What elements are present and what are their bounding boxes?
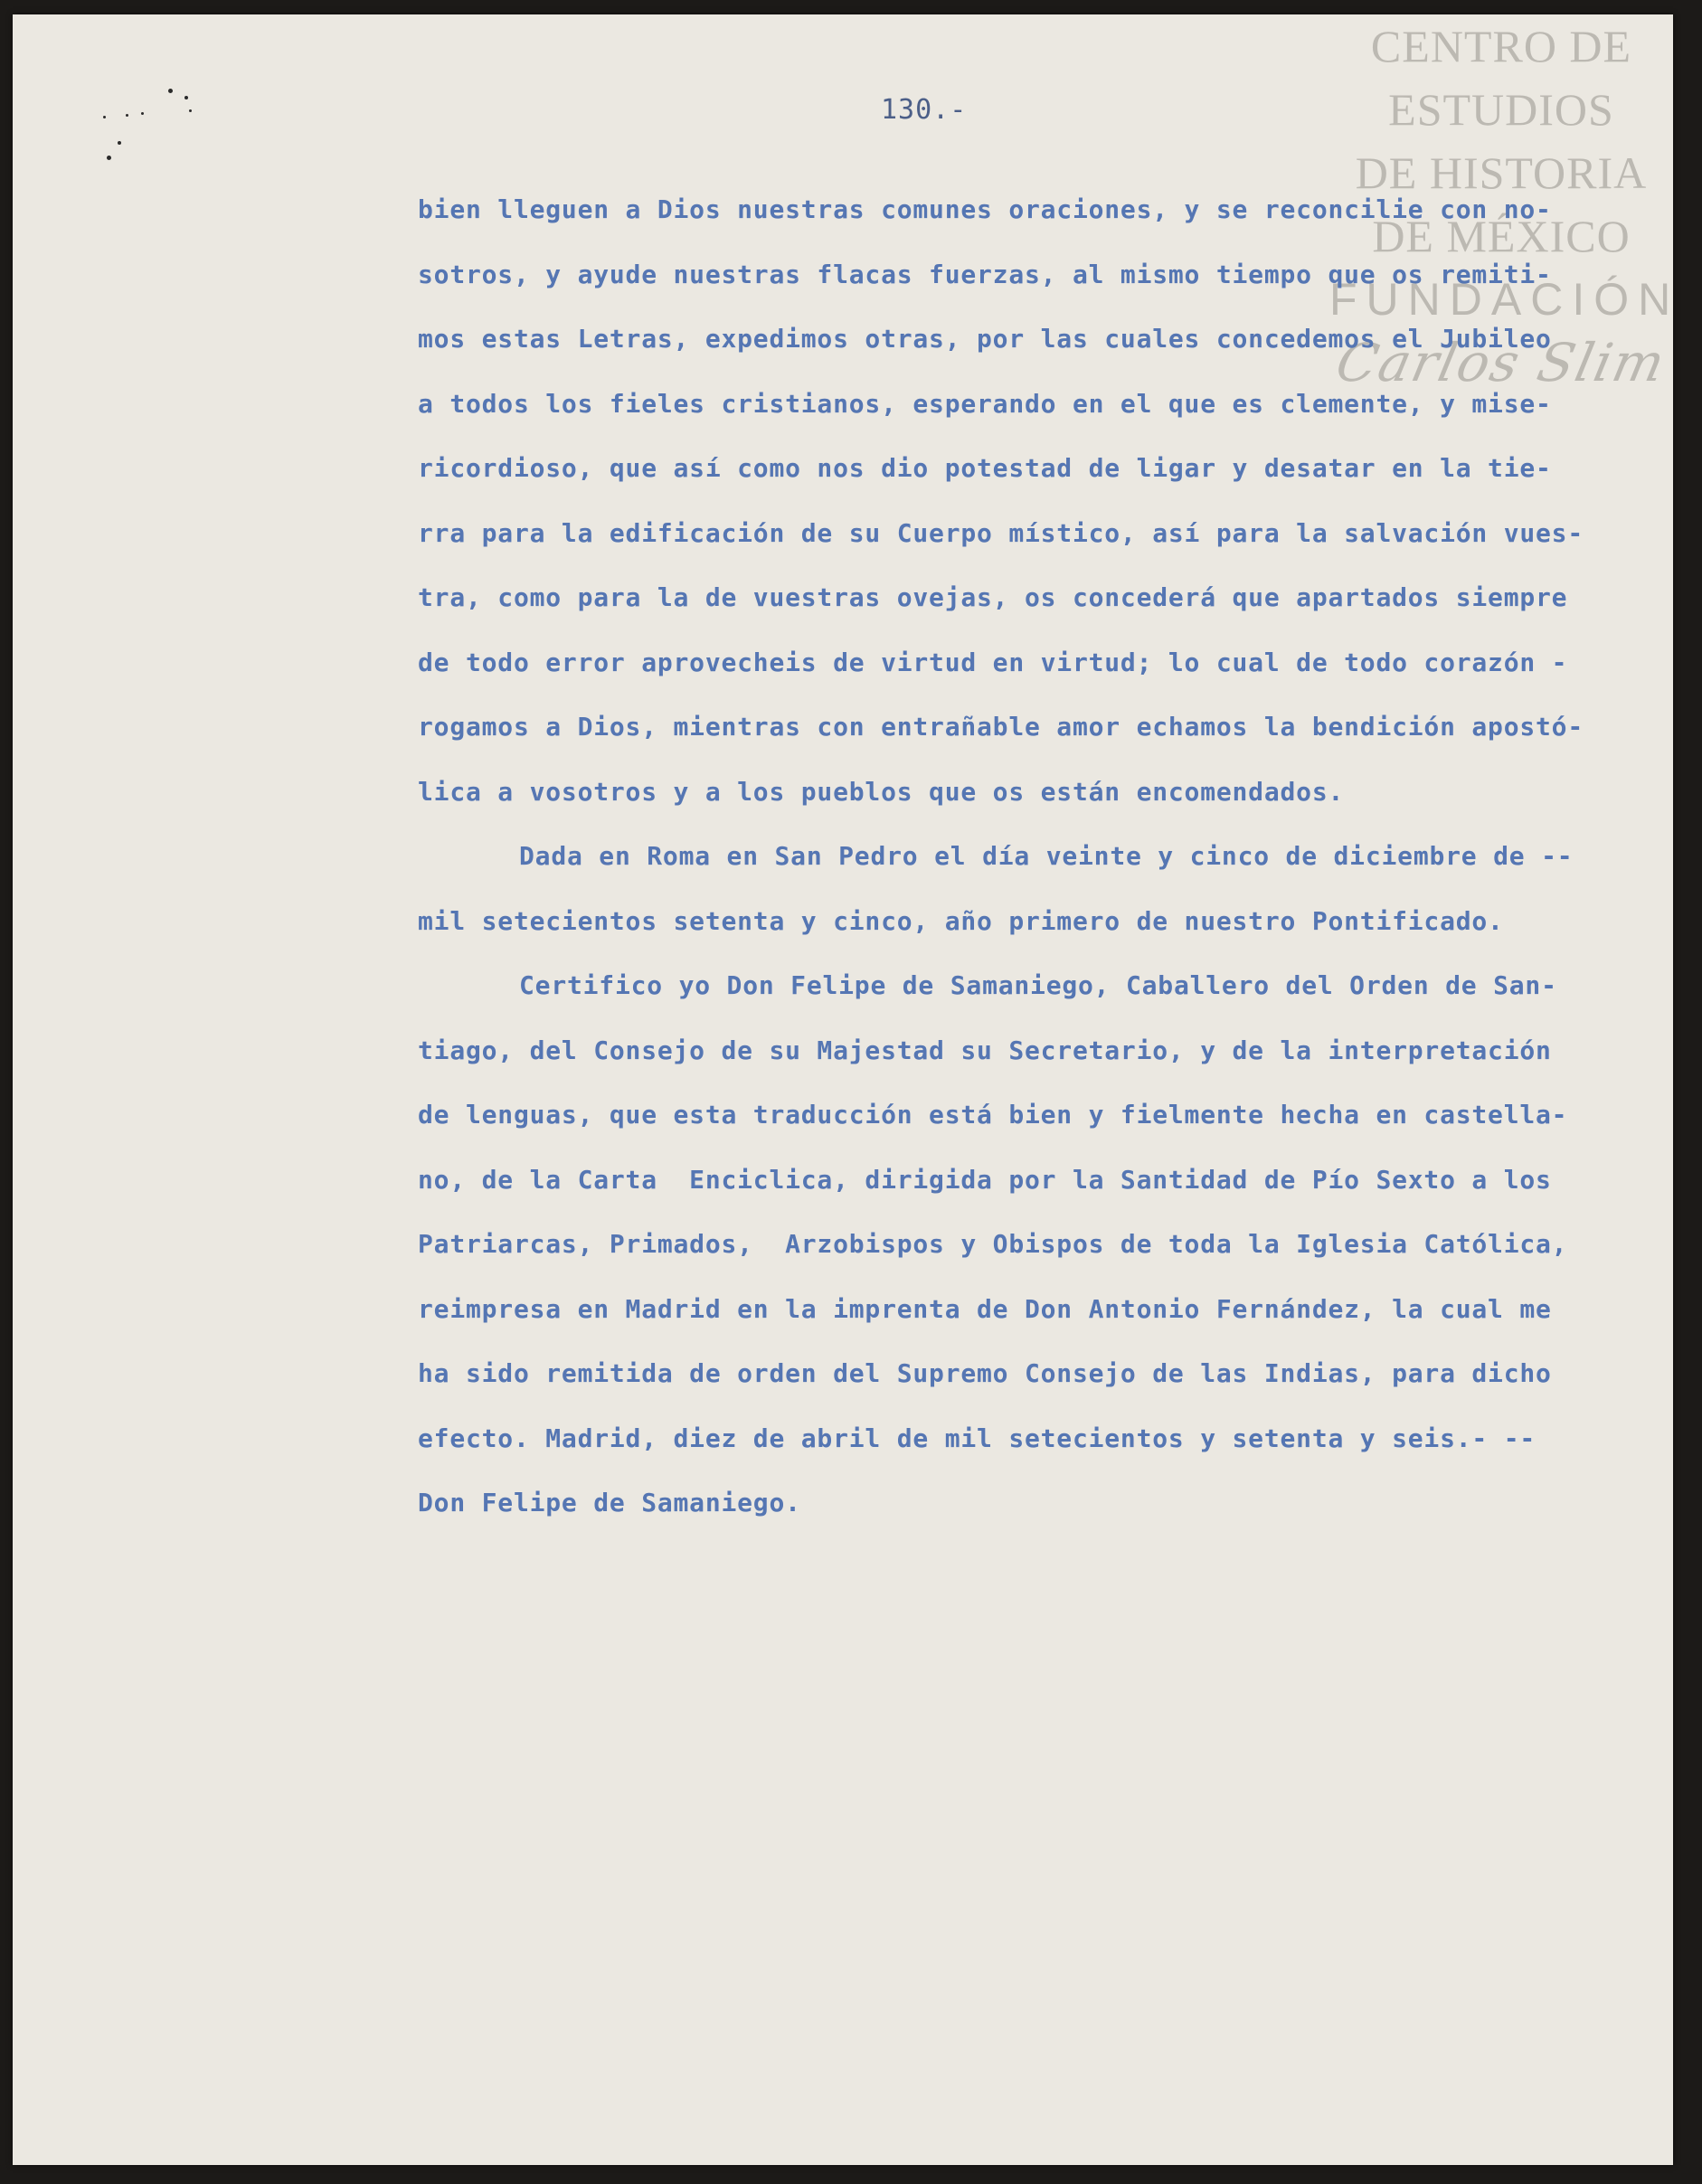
text-line: bien lleguen a Dios nuestras comunes oraciones, y se reconcilie con no- <box>418 194 1552 224</box>
text-line: rra para la edificación de su Cuerpo místico, así para la salvación vues- <box>418 517 1584 548</box>
ink-speck <box>168 89 173 93</box>
ink-speck <box>103 116 106 118</box>
ink-specks <box>85 78 212 168</box>
text-line: tra, como para la de vuestras ovejas, os concederá que apartados siempre <box>418 582 1568 612</box>
text-line: Dada en Roma en San Pedro el día veinte y cinco de diciembre de -- <box>519 841 1574 871</box>
watermark-signature: Carlos Slim <box>1330 332 1672 393</box>
text-line: Don Felipe de Samaniego. <box>418 1488 801 1517</box>
text-line: Certifico yo Don Felipe de Samaniego, Caballero del Orden de San- <box>519 970 1557 1000</box>
text-line: no, de la Carta Enciclica, dirigida por la Santidad de Pío Sexto a los <box>418 1164 1552 1195</box>
watermark-line: ESTUDIOS <box>1388 84 1614 135</box>
typed-text-body <box>418 192 1684 1550</box>
text-line: mos estas Letras, expedimos otras, por las cuales concedemos el Jubileo <box>418 324 1552 354</box>
watermark-line: FUNDACIÓN <box>1329 274 1680 325</box>
watermark-line: CENTRO DE <box>1370 21 1632 71</box>
text-line: de todo error aprovecheis de virtud en virtud; lo cual de todo corazón - <box>418 647 1568 677</box>
text-line: tiago, del Consejo de su Majestad su Secretario, y de la interpretación <box>418 1035 1552 1065</box>
text-line: efecto. Madrid, diez de abril de mil setecientos y setenta y seis.- -- <box>418 1423 1537 1453</box>
text-line: de lenguas, que esta traducción está bien y fielmente hecha en castella- <box>418 1100 1568 1130</box>
page-number: 130.- <box>881 94 968 126</box>
text-line: lica a vosotros y a los pueblos que os están encomendados. <box>418 776 1345 807</box>
ink-speck <box>189 109 192 112</box>
watermark-line: DE HISTORIA <box>1355 147 1648 198</box>
text-line: reimpresa en Madrid en la imprenta de Don Antonio Fernández, la cual me <box>418 1293 1552 1324</box>
text-line: a todos los fieles cristianos, esperando en el que es clemente, y mise- <box>418 388 1552 419</box>
text-line: ricordioso, que así como nos dio potestad de ligar y desatar en la tie- <box>418 453 1552 483</box>
ink-speck <box>107 156 111 160</box>
watermark-line: DE MÉXICO <box>1372 211 1631 261</box>
text-line: rogamos a Dios, mientras con entrañable amor echamos la bendición apostó- <box>418 712 1584 742</box>
ink-speck <box>126 114 128 117</box>
ink-speck <box>184 96 188 99</box>
ink-speck <box>118 141 121 145</box>
ink-speck <box>141 112 144 115</box>
text-line: sotros, y ayude nuestras flacas fuerzas, al mismo tiempo que os remiti- <box>418 259 1552 289</box>
text-line: mil setecientos setenta y cinco, año primero de nuestro Pontificado. <box>418 905 1504 936</box>
document-page <box>13 14 1680 2165</box>
text-line: ha sido remitida de orden del Supremo Consejo de las Indias, para dicho <box>418 1358 1552 1388</box>
text-line: Patriarcas, Primados, Arzobispos y Obispos de toda la Iglesia Católica, <box>418 1229 1568 1259</box>
